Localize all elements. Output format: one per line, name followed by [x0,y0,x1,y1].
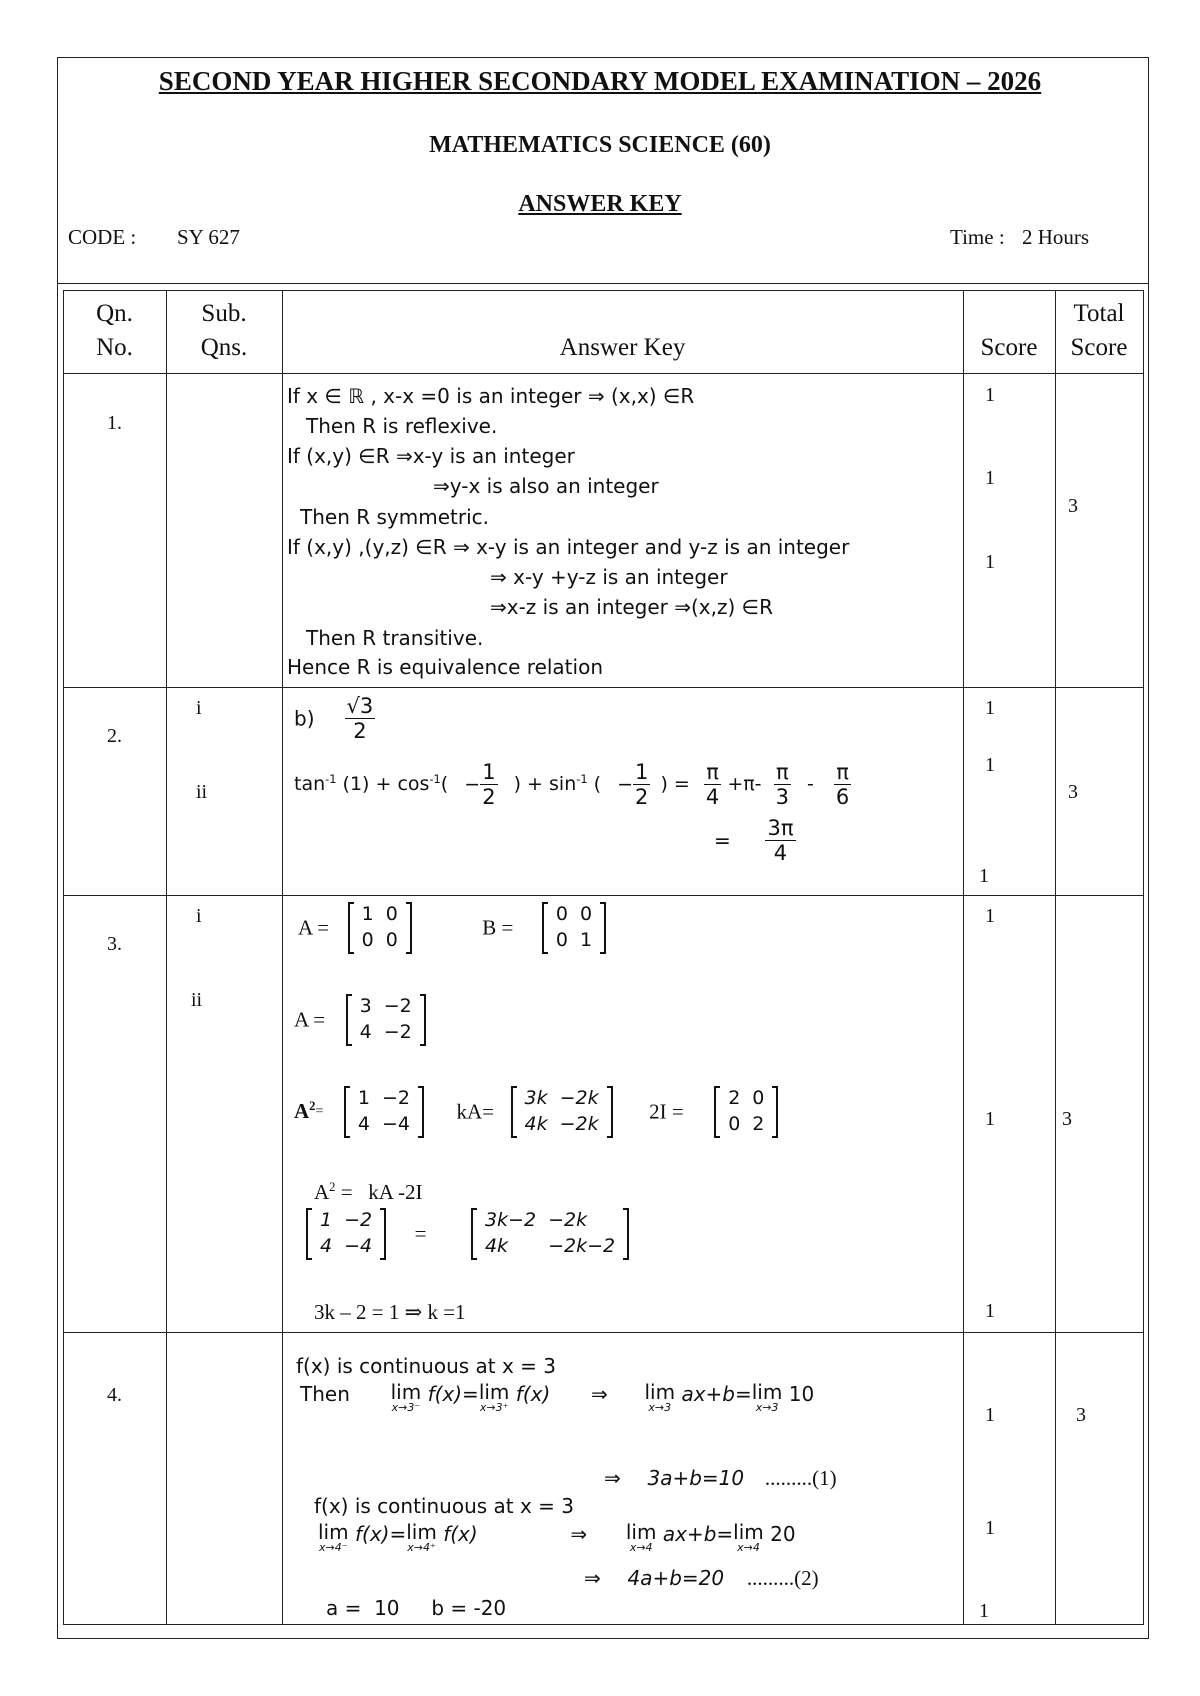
q2-tan-inv: -1 [325,771,337,786]
q2-text-1: (1) + cos [342,773,430,796]
q2-pi4-den: 4 [705,785,720,810]
col-divider-4 [1055,290,1056,1624]
q2-frac-1-num: 1 [482,760,496,784]
q4-fx-3: f(x) [354,1522,390,1546]
q3-2i-label: 2I = [649,1099,684,1124]
q3-matrix-asq [344,1086,424,1138]
matrix-cell: 3k−2 [484,1209,537,1231]
q1-line-7: ⇒ x-y +y-z is an integer [490,565,728,589]
matrix-cell: −2 [381,1087,410,1109]
q3-eq-rest: = kA -2I [340,1180,423,1204]
q4-tag-1: .........(1) [764,1466,837,1490]
q3-matrix-right [471,1208,629,1260]
q2-minus-1: − [464,773,481,796]
q4-lim-3 [644,1382,675,1413]
q3-sub-ii: ii [191,989,203,1011]
header-total-line2: Score [1070,334,1128,361]
q3-b-label: B = [482,915,514,940]
q1-score-3: 1 [985,551,995,573]
q2-i-denominator: 2 [353,719,367,744]
q1-line-4: ⇒y-x is also an integer [433,474,659,498]
matrix-cell: 1 [580,928,593,951]
q1-total: 3 [1068,495,1078,517]
q1-line-6: If (x,y) ,(y,z) ∈R ⇒ x-y is an integer and y-z is an integer [287,535,850,559]
q2-score-2: 1 [985,754,995,776]
col-divider-1 [166,290,167,1624]
matrix-cell: 2 [728,1087,741,1109]
q3-total: 3 [1062,1108,1072,1130]
q4-fx-2: f(x) [515,1382,551,1406]
q4-line-1: f(x) is continuous at x = 3 [296,1354,557,1378]
q4-ten: 10 [788,1382,815,1406]
q3-part-ii-a [294,994,426,1046]
q2-text-3: ) + sin [513,773,577,796]
q4-fx-1: f(x) [427,1382,463,1406]
matrix-cell: 4 [320,1234,333,1257]
table-top-border [63,290,1144,291]
header-sub-line2: Qns. [200,334,248,361]
q4-limit-line-1 [300,1382,814,1413]
q3-a2-label: A = [294,1007,326,1032]
q4-score-2: 1 [985,1517,995,1539]
q1-number: 1. [107,412,122,434]
q2-total: 3 [1068,781,1078,803]
q3-a-label: A = [298,915,330,940]
q4-res-2: 4a+b=20 [627,1566,725,1590]
col-divider-3 [963,290,964,1624]
q2-pi4-num: π [706,760,719,784]
table-left-border [63,290,64,1624]
matrix-cell: 0 [555,903,568,925]
matrix-cell: 0 [555,928,568,951]
matrix-cell: 1 [361,903,374,925]
q2-cos-inv: -1 [429,771,441,786]
row1-border [63,687,1144,688]
q3-sub-i: i [196,905,202,927]
matrix-cell: 3 [359,995,372,1017]
subject-title: MATHEMATICS SCIENCE (60) [429,132,771,158]
q3-matrix-left [306,1208,386,1260]
q2-minus-2: − [617,773,634,796]
q2-score-1: 1 [985,697,995,719]
matrix-cell: 2 [752,1112,765,1135]
q2-frac-pi3 [774,760,791,809]
q4-lim-sub: x→3 [648,1401,672,1414]
matrix-cell: −2 [344,1209,373,1231]
q3-final: 3k – 2 = 1 ⇒ k =1 [314,1300,466,1324]
q2-tan: tan [294,773,326,796]
q4-lim-sub: x→3⁺ [479,1401,509,1414]
q4-arrow-2: ⇒ [604,1466,621,1490]
q4-eq-2: = [734,1382,752,1406]
q3-eq-mid: = [414,1221,427,1246]
q3-asq-eq: = [315,1103,324,1119]
q4-lim-sub: x→4⁻ [319,1541,348,1554]
matrix-cell: 0 [385,928,398,951]
q2-result [714,816,796,865]
header-row-border [63,373,1144,374]
q3-part-i [298,902,606,954]
q4-lim-sub: x→4 [737,1541,760,1554]
q3-equation-line [314,1180,423,1205]
q4-eq-4: = [716,1522,734,1546]
matrix-cell: 0 [361,928,374,951]
q1-score-2: 1 [985,467,995,489]
q4-number: 4. [107,1384,122,1406]
matrix-cell: 4 [359,1020,372,1043]
q4-total: 3 [1076,1404,1086,1426]
q2-frac-2-den: 2 [635,785,649,810]
header-answer-key: Answer Key [559,334,686,361]
q1-line-9: Then R transitive. [306,626,484,650]
q2-sub-ii: ii [196,781,208,803]
q1-line-1: If x ∈ ℝ , x-x =0 is an integer ⇒ (x,x) ∈R [287,384,695,408]
q2-frac-2 [633,760,650,809]
q4-arrow-1: ⇒ [590,1382,608,1406]
table-bottom-border [63,1624,1144,1625]
q4-lim-sub: x→3⁻ [391,1401,421,1414]
q3-eq-sup: 2 [329,1180,336,1194]
matrix-cell: 1 [357,1087,370,1109]
q2-result-fraction [765,816,795,865]
q4-then: Then [300,1382,350,1406]
matrix-cell: 4k [524,1112,548,1135]
q4-fx-4: f(x) [443,1522,478,1546]
q3-number: 3. [107,933,122,955]
q4-lim-text: lim [406,1520,437,1544]
q3-asq: A [294,1099,310,1124]
matrix-cell: −2k [559,1087,599,1109]
q2-sin-inv: -1 [576,771,588,786]
q2-frac-1-den: 2 [482,785,496,810]
q1-line-5: Then R symmetric. [300,505,489,529]
time-value: 2 Hours [1022,225,1090,249]
q2-frac-pi4 [704,760,721,809]
q2-i-fraction [345,694,376,743]
header-divider [57,283,1149,284]
q2-text-6: +π- [727,773,762,796]
q1-line-8: ⇒x-z is an integer ⇒(x,z) ∈R [490,595,773,619]
q3-matrix-ka [511,1086,613,1138]
q2-text-5: ) = [660,773,690,796]
q4-score-3: 1 [979,1600,989,1622]
q3-matrix-equation [306,1208,629,1260]
q4-result-1 [604,1466,837,1491]
q3-score-2: 1 [985,1108,995,1130]
time-label: Time : [950,225,1005,249]
answer-key-title: ANSWER KEY [518,191,682,217]
q4-lim-4 [626,1522,657,1553]
row3-border [63,1332,1144,1333]
q2-pi3-den: 3 [775,785,789,810]
q4-score-1: 1 [985,1404,995,1426]
code-value: SY 627 [177,225,240,249]
q3-matrix-a2 [346,994,426,1046]
matrix-cell: 4 [357,1112,370,1135]
q4-final: a = 10 b = -20 [326,1596,507,1620]
code-label: CODE : [68,225,137,249]
q2-i-prefix: b) [294,706,315,731]
q1-score-1: 1 [985,384,995,406]
matrix-cell: −4 [344,1234,373,1257]
q3-score-3: 1 [985,1300,995,1322]
q3-score-1: 1 [985,905,995,927]
q3-asq-label [294,1099,315,1123]
q2-score-3: 1 [979,865,989,887]
matrix-cell: −2k [548,1209,588,1231]
matrix-cell: −2 [383,1020,412,1043]
q4-lim-4-left [318,1522,349,1553]
q3-part-ii-b [294,1086,778,1138]
q4-lim-text: lim [478,1380,510,1404]
exam-title: SECOND YEAR HIGHER SECONDARY MODEL EXAMINATION – 2026 [158,66,1042,96]
q2-pi6-den: 6 [835,785,850,810]
q4-lim-4-right [406,1522,437,1553]
q2-result-num: 3π [767,816,794,840]
q3-matrix-a [348,902,412,954]
matrix-cell: 0 [752,1087,765,1109]
q2-i-numerator: √3 [346,694,374,718]
q2-text-7: - [807,773,814,796]
q2-text-2: ( [440,773,449,796]
q4-eq-3: = [389,1522,407,1546]
q4-eq-1: = [462,1382,479,1406]
matrix-cell: 3k [524,1087,548,1109]
q2-number: 2. [107,725,122,747]
row2-border [63,895,1144,896]
matrix-cell: −2 [383,995,412,1017]
q4-lim-text: lim [644,1380,676,1404]
q2-answer-i [294,694,375,743]
q4-lim-text: lim [733,1520,764,1544]
q4-lim-sub: x→4⁺ [407,1541,436,1554]
q4-lim-3-right [479,1382,510,1413]
header-qn-line2: No. [96,334,133,361]
q4-arrow-4: ⇒ [584,1566,601,1590]
q4-lim-3-left [391,1382,422,1413]
q4-result-2 [584,1566,819,1591]
matrix-cell: −2k [559,1112,599,1135]
matrix-cell: −4 [381,1112,410,1135]
q4-arrow-3: ⇒ [570,1522,588,1546]
q2-frac-1 [480,760,497,809]
q4-lim-sub: x→3 [755,1401,779,1414]
q3-ka-label: kA= [456,1099,494,1124]
q2-text-4: ( [593,773,602,796]
q2-pi3-num: π [775,760,789,784]
q3-matrix-b [542,902,606,954]
header-qn-line1: Qn. [96,300,133,327]
q2-answer-ii [294,760,851,809]
q2-result-den: 4 [773,841,788,866]
q4-twenty: 20 [770,1522,796,1546]
q4-limit-line-2 [318,1522,796,1553]
q4-line-2: f(x) is continuous at x = 3 [314,1494,575,1518]
q4-axb-2: ax+b [662,1522,717,1546]
table-right-border [1143,290,1144,1624]
q4-axb-1: ax+b [681,1382,735,1406]
header-score: Score [980,334,1038,361]
q1-line-2: Then R is reflexive. [306,414,498,438]
q1-line-3: If (x,y) ∈R ⇒x-y is an integer [287,444,575,468]
q4-lim-3-b [752,1382,783,1413]
q4-lim-text: lim [390,1380,422,1404]
matrix-cell: 0 [580,903,593,925]
q4-lim-4-b [733,1522,764,1553]
header-total-line1: Total [1073,300,1125,327]
matrix-cell: 0 [728,1112,741,1135]
matrix-cell: −2k−2 [548,1234,616,1257]
q1-line-10: Hence R is equivalence relation [287,655,603,679]
q3-eq-a: A [314,1180,330,1204]
q4-lim-text: lim [318,1520,349,1544]
q3-matrix-2i [714,1086,778,1138]
q2-pi6-num: π [836,760,849,784]
q2-frac-2-num: 1 [635,760,649,784]
matrix-cell: 1 [320,1209,333,1231]
q4-lim-text: lim [751,1380,783,1404]
q4-lim-sub: x→4 [629,1541,653,1554]
q4-lim-text: lim [625,1520,657,1544]
matrix-cell: 4k [484,1234,509,1257]
q2-frac-pi6 [834,760,851,809]
matrix-cell: 0 [385,903,398,925]
q3-asq-sup: 2 [309,1099,316,1114]
header-sub-line1: Sub. [201,300,247,327]
col-divider-2 [282,290,283,1624]
q4-res-1: 3a+b=10 [647,1466,745,1490]
q2-result-eq: = [714,828,731,853]
q2-sub-i: i [196,697,202,719]
q4-tag-2: .........(2) [746,1566,819,1590]
